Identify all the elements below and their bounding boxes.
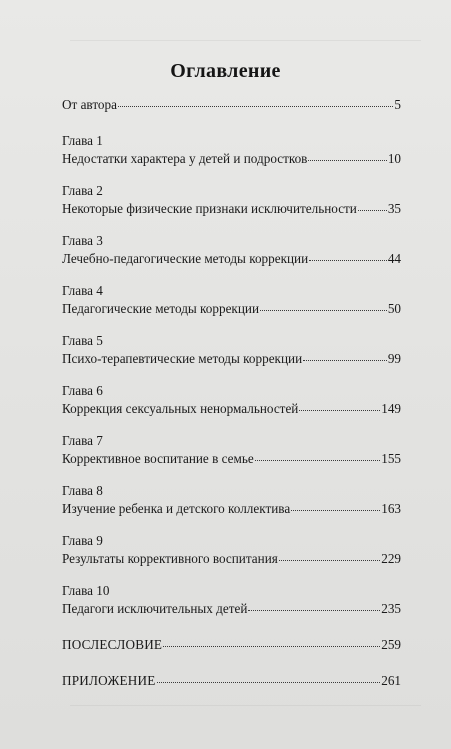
entry-title: ПОСЛЕСЛОВИЕ: [62, 637, 163, 652]
toc-entry-chapter-4: [62, 282, 401, 318]
entry-title: ПРИЛОЖЕНИЕ: [62, 673, 156, 688]
chapter-label: Глава 10: [62, 583, 110, 598]
entry-title: Результаты коррективного воспитания: [62, 551, 278, 566]
entry-title: От автора: [62, 97, 117, 112]
entry-title: Изучение ребенка и детского коллектива: [62, 501, 291, 516]
chapter-label: Глава 3: [62, 233, 103, 248]
toc-entry-afterword: [62, 636, 401, 654]
dot-leader: [248, 609, 380, 611]
bleed-through-line: [70, 705, 421, 706]
page-number: 229: [381, 551, 401, 566]
toc-entry-chapter-10: [62, 582, 401, 618]
dot-leader: [279, 559, 380, 561]
toc-entry-chapter-9: [62, 532, 401, 568]
toc-entry-chapter-1: [62, 132, 401, 168]
toc-entry-chapter-5: [62, 332, 401, 368]
entry-title: Недостатки характера у детей и подростков: [62, 151, 308, 166]
page-number: 50: [387, 301, 401, 316]
dot-leader: [299, 409, 380, 411]
chapter-label: Глава 7: [62, 433, 103, 448]
chapter-label: Глава 9: [62, 533, 103, 548]
chapter-label: Глава 2: [62, 183, 103, 198]
dot-leader: [260, 309, 387, 311]
dot-leader: [309, 259, 387, 261]
dot-leader: [358, 209, 387, 211]
toc-entry-chapter-7: [62, 432, 401, 468]
entry-title: Некоторые физические признаки исключительности: [62, 201, 357, 216]
dot-leader: [255, 459, 381, 461]
page-number: 10: [387, 151, 401, 166]
entry-title: Лечебно-педагогические методы коррекции: [62, 251, 309, 266]
page-number: 149: [381, 401, 401, 416]
page-number: 99: [387, 351, 401, 366]
toc-entry-chapter-8: [62, 482, 401, 518]
entry-title: Педагогические методы коррекции: [62, 301, 260, 316]
page-number: 163: [381, 501, 401, 516]
toc-entry-intro: [62, 96, 401, 114]
toc-entry-chapter-6: [62, 382, 401, 418]
dot-leader: [291, 509, 380, 511]
chapter-label: Глава 8: [62, 483, 103, 498]
entry-title: Педагоги исключительных детей: [62, 601, 248, 616]
toc-entry-appendix: [62, 672, 401, 690]
page-number: 235: [381, 601, 401, 616]
dot-leader: [163, 645, 380, 647]
entry-title: Психо-терапевтические методы коррекции: [62, 351, 303, 366]
page-number: 35: [387, 201, 401, 216]
dot-leader: [308, 159, 386, 161]
toc-entry-chapter-3: [62, 232, 401, 268]
chapter-label: Глава 1: [62, 133, 103, 148]
dot-leader: [157, 681, 381, 683]
chapter-label: Глава 5: [62, 333, 103, 348]
page-number: 155: [381, 451, 401, 466]
page-number: 261: [381, 673, 401, 688]
bleed-through-line: [70, 40, 421, 41]
table-of-contents: [62, 96, 401, 690]
chapter-label: Глава 6: [62, 383, 103, 398]
page-number: 44: [387, 251, 401, 266]
entry-title: Коррективное воспитание в семье: [62, 451, 254, 466]
page-title: Оглавление: [170, 60, 281, 82]
dot-leader: [118, 105, 393, 107]
chapter-label: Глава 4: [62, 283, 103, 298]
page-number: 259: [381, 637, 401, 652]
toc-entry-chapter-2: [62, 182, 401, 218]
page-number: 5: [394, 97, 401, 112]
entry-title: Коррекция сексуальных ненормальностей: [62, 401, 299, 416]
dot-leader: [303, 359, 387, 361]
